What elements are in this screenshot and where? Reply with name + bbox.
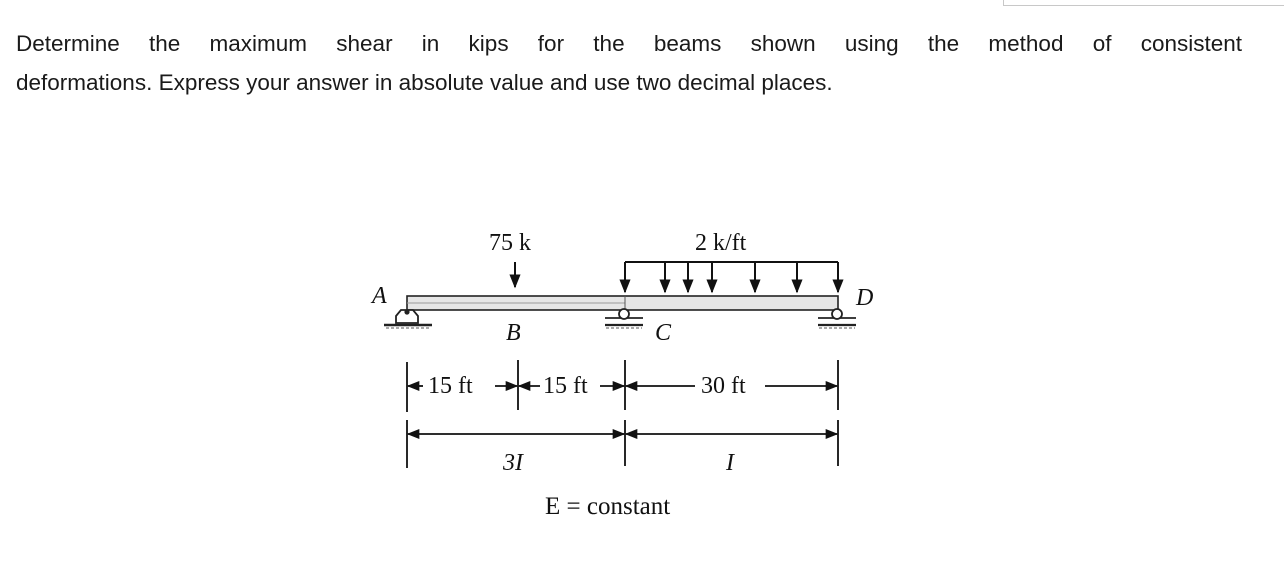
label-b: B xyxy=(506,320,521,346)
question-line-2: deformations. Express your answer in absolute value and use two decimal places. xyxy=(16,70,833,95)
roller-support-c xyxy=(605,309,643,328)
label-a: A xyxy=(372,283,387,309)
label-d: D xyxy=(856,285,874,311)
stiffness-dimensions xyxy=(407,420,838,468)
pin-support-a xyxy=(384,309,432,328)
distributed-load-label: 2 k/ft xyxy=(695,230,747,256)
dim-cd-label: 30 ft xyxy=(701,373,746,399)
roller-support-d xyxy=(818,309,856,328)
material-note: E = constant xyxy=(545,493,671,520)
question-line-1: Determine the maximum shear in kips for the beams shown using the method of consistent xyxy=(16,31,1242,56)
beam xyxy=(407,296,838,310)
label-c: C xyxy=(655,320,672,346)
point-load-label: 75 k xyxy=(489,230,531,256)
dim-ab-label: 15 ft xyxy=(428,373,473,399)
stiffness-cd-label: I xyxy=(726,450,734,476)
dim-bc-label: 15 ft xyxy=(543,373,588,399)
distributed-load xyxy=(625,262,838,292)
stiffness-ac-label: 3I xyxy=(503,450,523,476)
